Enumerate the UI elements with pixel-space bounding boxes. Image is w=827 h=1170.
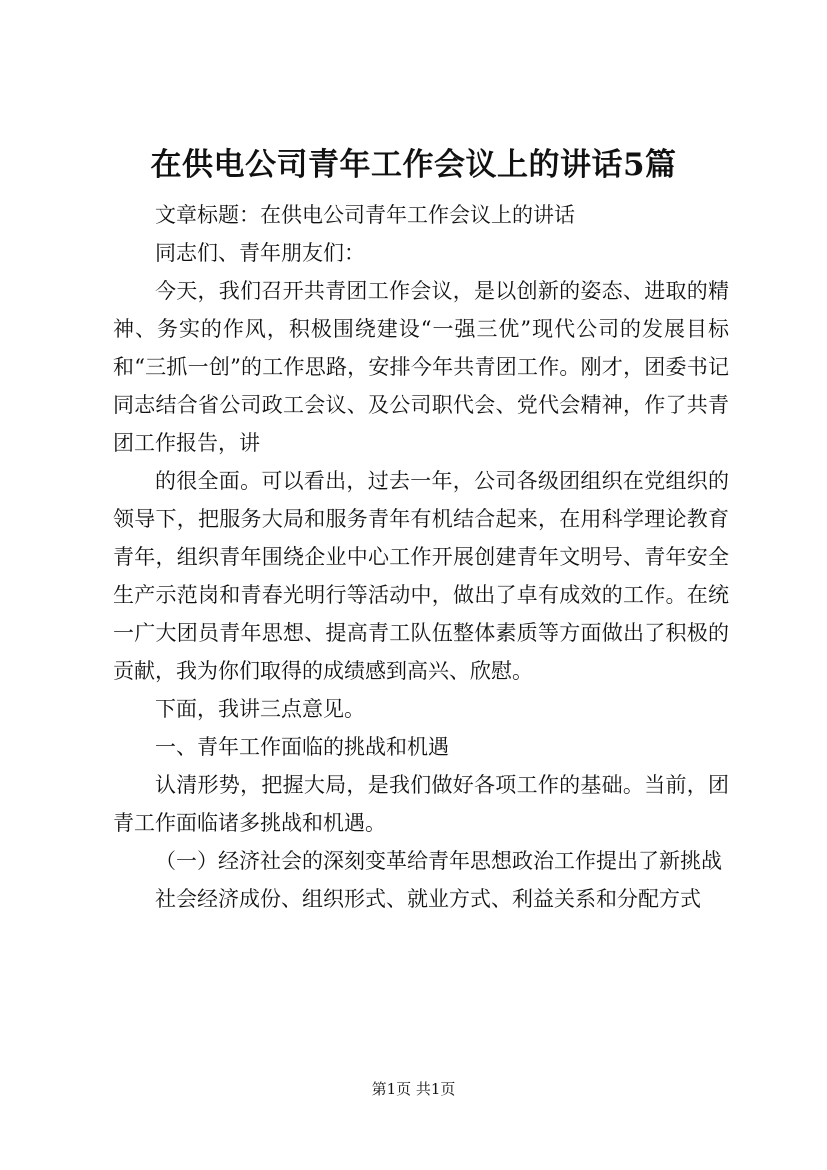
- subsection-heading-1: （一）经济社会的深刻变革给青年思想政治工作提出了新挑战: [155, 849, 722, 873]
- salutation: 同志们、青年朋友们：: [155, 241, 365, 265]
- document-title: 在供电公司青年工作会议上的讲话5篇: [150, 147, 677, 183]
- section-heading-1: 一、青年工作面临的挑战和机遇: [155, 735, 449, 759]
- paragraph-opening: 今天，我们召开共青团工作会议，是以创新的姿态、进取的精神、务实的作风，积极围绕建设“一强三优”现代公司的发展目标和“三抓一创”的工作思路，安排今年共青团工作。刚才，团委书记同志结合省公司政工会议、及公司职代会、党代会精神，作了共青团工作报告，讲: [113, 279, 729, 455]
- document-body: [113, 196, 729, 918]
- paragraph-intro-points: 下面，我讲三点意见。: [155, 697, 365, 721]
- paragraph-economy: 社会经济成份、组织形式、就业方式、利益关系和分配方式: [155, 887, 701, 911]
- page-footer: 第1页 共1页: [371, 1080, 456, 1098]
- article-title-line: 文章标题：在供电公司青年工作会议上的讲话: [155, 203, 575, 227]
- paragraph-situation: 认清形势，把握大局，是我们做好各项工作的基础。当前，团青工作面临诸多挑战和机遇。: [113, 773, 729, 835]
- paragraph-review: 的很全面。可以看出，过去一年，公司各级团组织在党组织的领导下，把服务大局和服务青年有机结合起来，在用科学理论教育青年，组织青年围绕企业中心工作开展创建青年文明号、青年安全生产示范岗和青春光明行等活动中，做出了卓有成效的工作。在统一广大团员青年思想、提高青工队伍整体素质等方面做出了积极的贡献，我为你们取得的成绩感到高兴、欣慰。: [113, 469, 729, 683]
